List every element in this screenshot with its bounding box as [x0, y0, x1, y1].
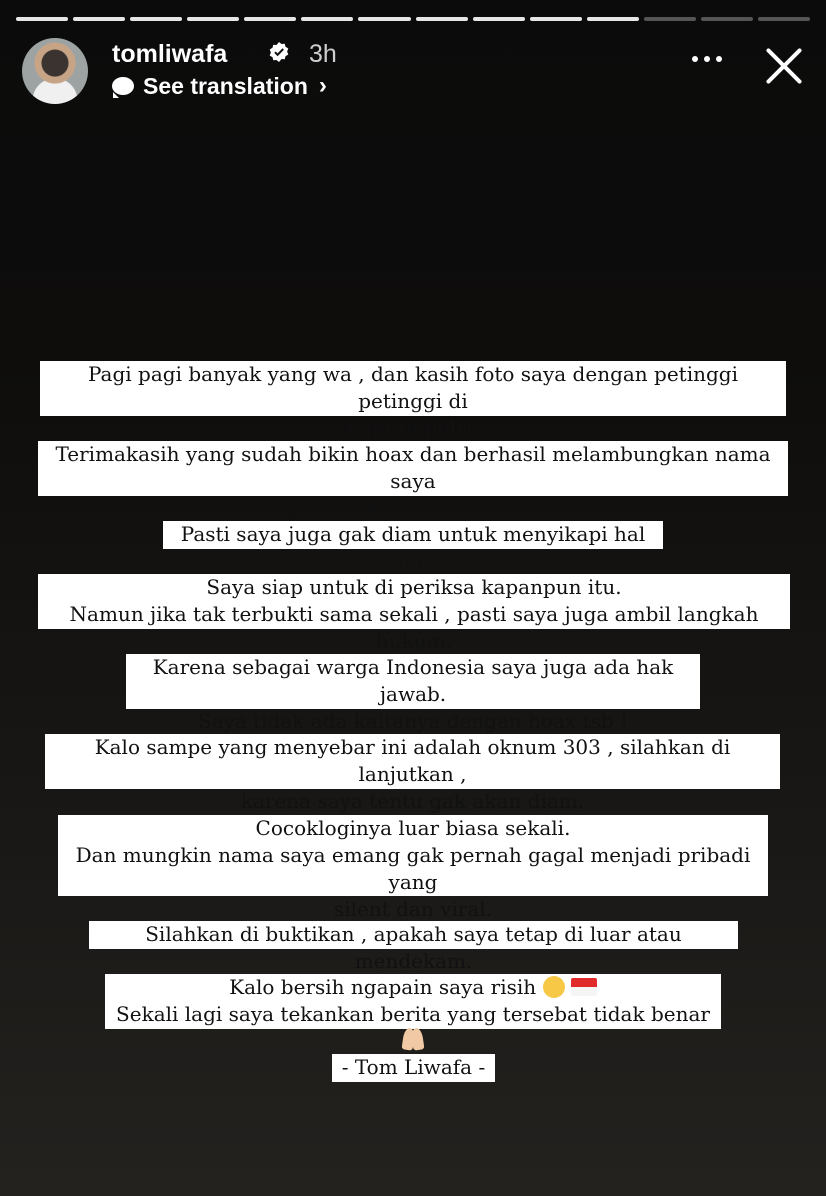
see-translation-label: See translation [143, 72, 308, 99]
progress-segment [701, 17, 753, 21]
story-text-block: Karena sebagai warga Indonesia saya juga ada hak jawab. Saya tidak ada kaitanya dengan hoax tsb ! [126, 654, 700, 709]
story-text-block: Pagi pagi banyak yang wa , dan kasih foto saya dengan petinggi petinggi di jajaran polri. [40, 361, 786, 416]
progress-segment [530, 17, 582, 21]
progress-segment [244, 17, 296, 21]
story-header [22, 38, 810, 106]
progress-segment [587, 17, 639, 21]
story-text-block: Terimakasih yang sudah bikin hoax dan berhasil melambungkan nama saya meski memang itu termasuk pencemaran nama baik. [38, 441, 788, 496]
story-closing-block [105, 974, 721, 1029]
progress-segment [301, 17, 353, 21]
see-translation-link[interactable] [112, 72, 327, 100]
progress-segment [16, 17, 68, 21]
story-text-block: Cocokloginya luar biasa sekali. Dan mungkin nama saya emang gak pernah gagal menjadi pribadi yang silent dan viral. [58, 815, 768, 896]
progress-segment [644, 17, 696, 21]
close-icon[interactable] [762, 44, 806, 88]
chevron-right-icon: › [318, 72, 327, 99]
progress-segment [130, 17, 182, 21]
progress-segment [758, 17, 810, 21]
progress-segment [358, 17, 410, 21]
story-text-block: Silahkan di buktikan , apakah saya tetap di luar atau mendekam. [89, 921, 738, 949]
progress-segment [187, 17, 239, 21]
folded-hands-emoji-icon [398, 1028, 428, 1052]
story-progress-bar [16, 17, 810, 21]
progress-segment [473, 17, 525, 21]
indonesia-flag-emoji-icon [571, 978, 597, 996]
story-text-block: Kalo sampe yang menyebar ini adalah oknum 303 , silahkan di lanjutkan , karena saya tentu gak akan diam. [45, 734, 780, 789]
story-text-block: Saya siap untuk di periksa kapanpun itu. Namun jika tak terbukti sama sekali , pasti saya juga ambil langkah hukum. [38, 574, 790, 629]
closing-line-1: Kalo bersih ngapain saya risih [229, 975, 537, 999]
closing-line-2: Sekali lagi saya tekankan berita yang tersebat tidak benar [116, 1002, 710, 1026]
more-options-icon[interactable] [692, 56, 722, 62]
grinning-face-emoji-icon [543, 976, 565, 998]
avatar[interactable] [22, 38, 88, 104]
progress-segment [73, 17, 125, 21]
username[interactable]: tomliwafa [112, 40, 228, 68]
post-time: 3h [309, 40, 337, 68]
story-text-block: Pasti saya juga gak diam untuk menyikapi hal ini. [163, 521, 663, 549]
verified-badge-icon [269, 42, 289, 62]
translation-bubble-icon [112, 77, 134, 95]
progress-segment [416, 17, 468, 21]
signature: - Tom Liwafa - [332, 1054, 495, 1082]
